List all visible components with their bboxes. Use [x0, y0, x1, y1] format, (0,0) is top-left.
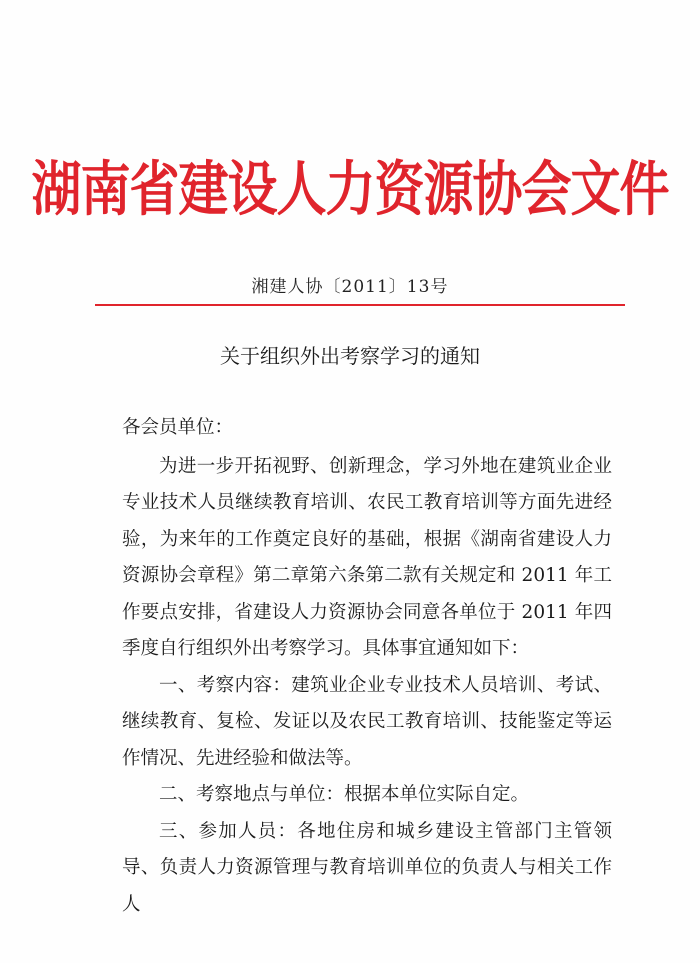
notice-title: 关于组织外出考察学习的通知 — [220, 344, 480, 368]
paragraph-item-1: 一、考察内容：建筑业企业专业技术人员培训、考试、继续教育、复检、发证以及农民工教育培训、技能鉴定等运作情况、先进经验和做法等。 — [122, 674, 612, 769]
paragraph-item-3: 三、参加人员：各地住房和城乡建设主管部门主管领导、负责人力资源管理与教育培训单位的负责人与相关工作人 — [122, 820, 612, 915]
paragraph-intro: 为进一步开拓视野、创新理念，学习外地在建筑业企业专业技术人员继续教育培训、农民工教育培训等方面先进经验，为来年的工作奠定良好的基础，根据《湖南省建设人力资源协会章程》第二章第六条第二款有关规定和 2011 年工作要点安排，省建设人力资源协会同意各单位于 2011 年四季度自行组织外出考察学习。具体事宜通知如下： — [122, 455, 612, 659]
salutation: 各会员单位： — [122, 417, 234, 438]
red-divider-line — [95, 304, 625, 306]
masthead-title: 湖南省建设人力资源协会文件 — [31, 153, 669, 224]
document-body — [122, 410, 612, 923]
paragraph-item-2: 二、考察地点与单位：根据本单位实际自定。 — [159, 784, 530, 805]
document-number: 湘建人协〔2011〕13号 — [251, 277, 449, 297]
